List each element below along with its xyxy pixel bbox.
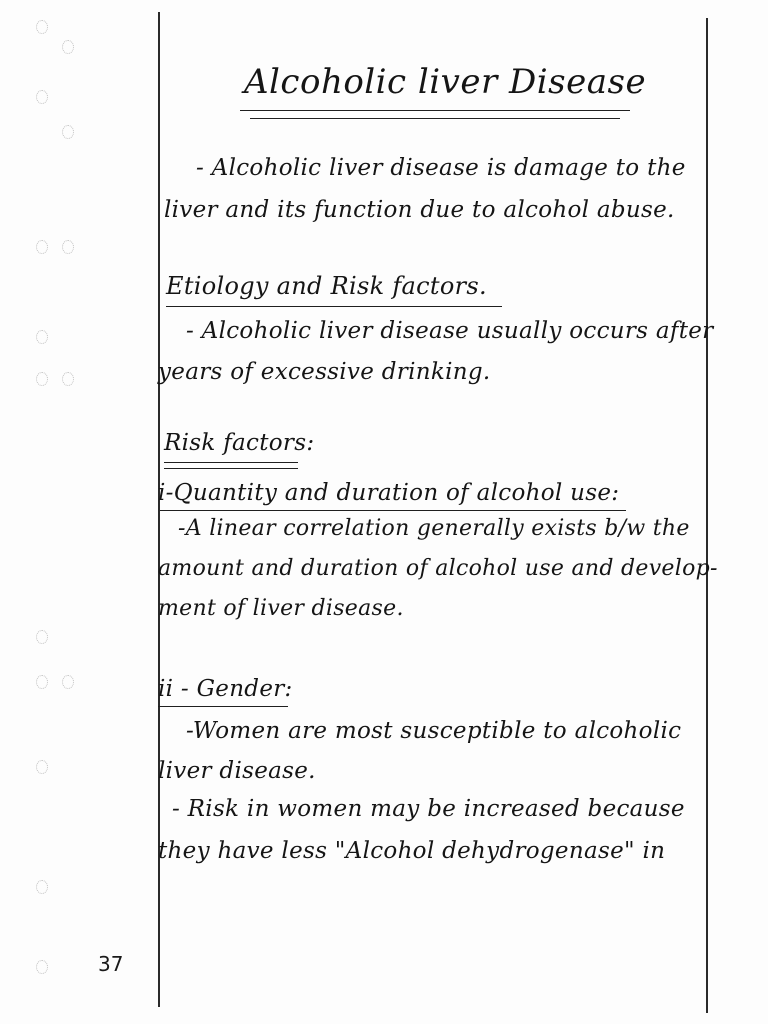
etiology-line-1: - Alcoholic liver disease usually occurs after bbox=[186, 318, 714, 344]
etiology-line-2: years of excessive drinking. bbox=[158, 359, 491, 385]
etiology-heading: Etiology and Risk factors. bbox=[166, 272, 487, 300]
quantity-heading-underline bbox=[160, 510, 626, 511]
intro-line-2: liver and its function due to alcohol abuse. bbox=[164, 197, 675, 223]
page-number: 37 bbox=[98, 952, 124, 976]
risk-factors-underline bbox=[164, 462, 298, 463]
gender-line-1: -Women are most susceptible to alcoholic bbox=[186, 718, 682, 744]
binder-strip bbox=[0, 0, 90, 1024]
binder-hole-icon bbox=[62, 240, 74, 254]
margin-line-right bbox=[706, 18, 708, 1013]
binder-hole-icon bbox=[36, 240, 48, 254]
binder-hole-icon bbox=[36, 372, 48, 386]
title-underline bbox=[240, 110, 630, 111]
binder-hole-icon bbox=[36, 760, 48, 774]
etiology-heading-underline bbox=[166, 306, 502, 307]
quantity-line-2: amount and duration of alcohol use and develop- bbox=[158, 556, 718, 581]
page-title: Alcoholic liver Disease bbox=[244, 62, 647, 102]
binder-hole-icon bbox=[62, 372, 74, 386]
binder-hole-icon bbox=[36, 675, 48, 689]
binder-hole-icon bbox=[62, 40, 74, 54]
binder-hole-icon bbox=[62, 675, 74, 689]
binder-hole-icon bbox=[36, 880, 48, 894]
gender-line-2: liver disease. bbox=[158, 758, 316, 784]
gender-line-4: they have less "Alcohol dehydrogenase" in bbox=[158, 838, 666, 864]
risk-factors-heading: Risk factors: bbox=[164, 430, 315, 456]
quantity-line-1: -A linear correlation generally exists b/w the bbox=[178, 516, 690, 541]
title-underline-2 bbox=[250, 118, 620, 119]
binder-hole-icon bbox=[36, 630, 48, 644]
gender-heading-underline bbox=[158, 706, 288, 707]
quantity-line-3: ment of liver disease. bbox=[158, 596, 404, 621]
binder-hole-icon bbox=[36, 20, 48, 34]
quantity-heading: i-Quantity and duration of alcohol use: bbox=[158, 480, 620, 506]
binder-hole-icon bbox=[36, 330, 48, 344]
gender-line-3: - Risk in women may be increased because bbox=[172, 796, 685, 822]
binder-hole-icon bbox=[36, 960, 48, 974]
binder-hole-icon bbox=[36, 90, 48, 104]
intro-line-1: - Alcoholic liver disease is damage to the bbox=[196, 155, 686, 181]
risk-factors-underline-2 bbox=[164, 468, 298, 469]
binder-hole-icon bbox=[62, 125, 74, 139]
gender-heading: ii - Gender: bbox=[158, 676, 293, 702]
